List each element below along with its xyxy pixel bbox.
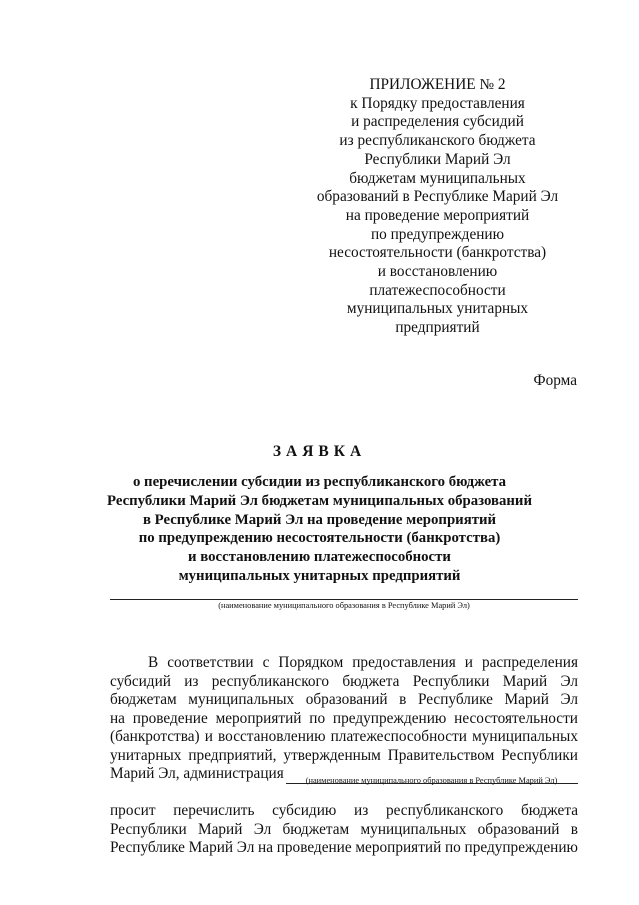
word: республиканского (211, 672, 330, 690)
word: соответствии (167, 654, 254, 671)
appendix-line: муниципальных унитарных (346, 300, 529, 318)
word: из (354, 802, 369, 819)
word: на (258, 839, 274, 856)
word: предупреждению (332, 709, 447, 727)
word: Марий (198, 820, 243, 838)
word: республиканского (385, 802, 504, 819)
document-subject (0, 473, 639, 586)
word: Эл (253, 820, 272, 838)
paragraph-line (110, 673, 578, 692)
paragraph-line (110, 654, 578, 673)
word: по (309, 709, 326, 727)
word: субсидию (272, 802, 337, 819)
subject-line: Республики Марий Эл бюджетам муниципальных образований (107, 492, 532, 509)
word: восстановлению (218, 728, 326, 745)
word: платежеспособности (330, 728, 467, 745)
appendix-line: образований в Республике Марий Эл (316, 188, 559, 206)
appendix-line: платежеспособности (369, 281, 506, 299)
appendix-header (300, 76, 575, 338)
paragraph-1 (110, 654, 578, 784)
subject-line: в Республике Марий Эл на проведение мероприятий (142, 511, 497, 528)
word: и (204, 728, 213, 745)
word: Марий (502, 672, 548, 690)
word: предупреждению (464, 839, 578, 856)
paragraph-line (110, 821, 578, 840)
word: с (262, 654, 270, 671)
word: в (570, 820, 578, 838)
municipality-caption: (наименование муниципального образования в Республике Марий Эл) (218, 601, 470, 610)
administration-prefix: Марий Эл, администрация (110, 765, 284, 782)
appendix-line: из республиканского бюджета (339, 132, 536, 150)
paragraph-2 (110, 802, 578, 858)
word: Правительством (387, 746, 495, 764)
word: Республике (110, 839, 185, 856)
word: (банкротства) (110, 728, 200, 745)
word: предприятий, (188, 746, 277, 764)
word: муниципальных (472, 728, 578, 745)
paragraph-line (110, 802, 578, 821)
appendix-line: ПРИЛОЖЕНИЕ № 2 (369, 76, 506, 93)
word: утвержденным (283, 746, 381, 764)
word: предоставления (352, 654, 456, 671)
word: бюджета (342, 672, 400, 690)
paragraph-line (110, 747, 578, 766)
word: Марий (504, 691, 549, 708)
word: унитарных (110, 746, 182, 764)
word: Порядком (278, 654, 344, 671)
word: Республики (110, 820, 187, 838)
word: на (110, 709, 125, 727)
word: мероприятий (215, 709, 302, 727)
appendix-line: несостоятельности (банкротства) (328, 244, 547, 262)
word: Республики (412, 672, 490, 690)
word: Республике (417, 691, 493, 708)
word: бюджетам (110, 691, 177, 708)
paragraph-line (110, 839, 578, 858)
subject-line: и восстановлению платежеспособности (188, 549, 451, 566)
word: распределения (481, 654, 578, 671)
word: В (148, 654, 159, 671)
paragraph-line (110, 710, 578, 729)
municipality-caption-2: (наименование муниципального образования в Республике Марий Эл) (305, 776, 558, 785)
form-label: Форма (533, 372, 577, 389)
word: мероприятий (355, 839, 442, 856)
word: Эл (560, 672, 578, 690)
word: муниципальных (360, 820, 467, 838)
appendix-line: предприятий (395, 319, 480, 337)
municipality-fill-line (110, 599, 578, 600)
word: Марий (188, 839, 234, 856)
word: Эл (236, 839, 255, 856)
word: образований (305, 691, 388, 708)
appendix-line: на проведение мероприятий (345, 206, 530, 224)
word: проведение (276, 839, 352, 856)
word: субсидий (110, 672, 171, 690)
appendix-line: и восстановлению (377, 263, 498, 281)
appendix-line: бюджетам муниципальных (349, 169, 526, 187)
word: Республики (501, 746, 578, 764)
appendix-line: Республики Марий Эл (364, 150, 511, 168)
word: образований (477, 820, 560, 838)
subject-line: по предупреждению несостоятельности (банкротства) (138, 530, 501, 547)
word: Эл (560, 691, 578, 708)
appendix-line: и распределения субсидий (351, 113, 524, 131)
appendix-line: по предупреждению (370, 225, 505, 243)
document-title: ЗАЯВКА (272, 443, 367, 460)
word: и (464, 654, 473, 671)
subject-line: муниципальных унитарных предприятий (178, 567, 461, 584)
word: проведение (132, 709, 208, 727)
paragraph-line (110, 728, 578, 747)
paragraph-line (110, 691, 578, 710)
word: бюджета (520, 802, 578, 819)
subject-line: о перечислении субсидии из республиканского бюджета (132, 474, 507, 490)
word: муниципальных (188, 691, 295, 708)
word: из (184, 672, 199, 690)
word: в (399, 691, 407, 708)
word: по (444, 839, 461, 856)
word: перечислить (173, 802, 255, 819)
word: несостоятельности (454, 709, 578, 727)
word: бюджетам (282, 820, 350, 838)
appendix-line: к Порядку предоставления (350, 94, 525, 112)
word: просит (110, 802, 156, 819)
